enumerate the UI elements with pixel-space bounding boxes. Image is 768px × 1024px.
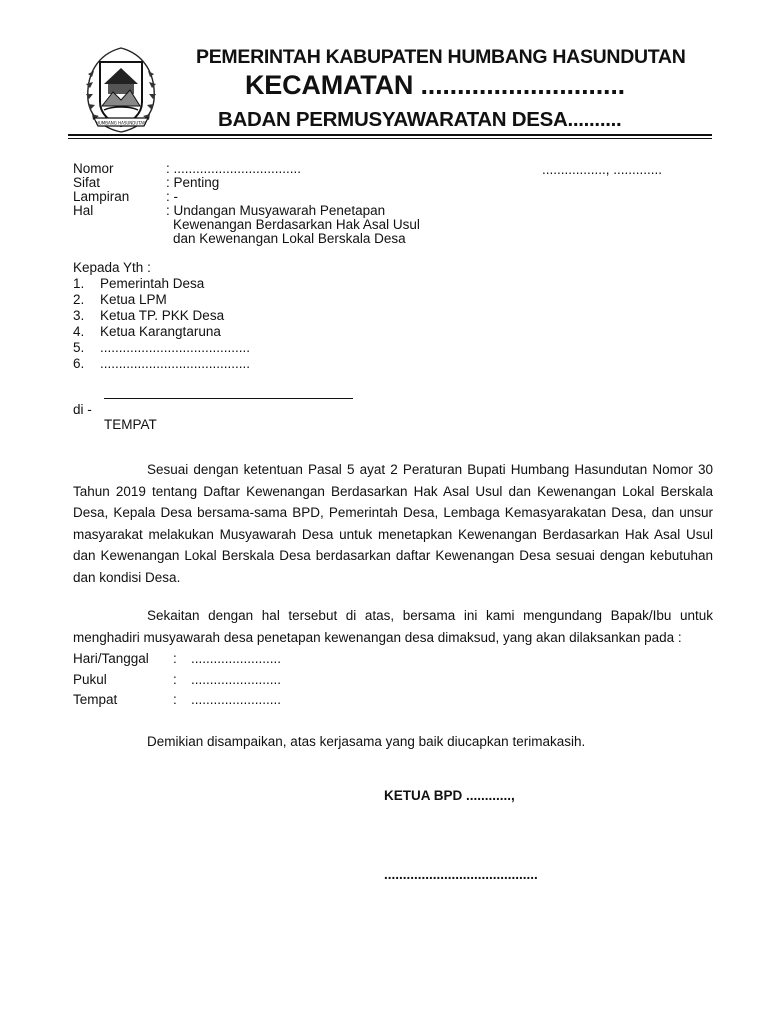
recipients-list <box>73 276 250 372</box>
field-value: ........................ <box>191 651 282 666</box>
recipients-title: Kepada Yth : <box>73 260 151 275</box>
field-colon: : <box>173 671 177 687</box>
list-text: Ketua Karangtaruna <box>100 324 221 339</box>
list-text: Ketua TP. PKK Desa <box>100 308 225 323</box>
letterhead-district: KECAMATAN ............................ <box>245 70 625 100</box>
signature-name: ......................................... <box>384 867 538 882</box>
meta-value: : Penting <box>166 175 220 190</box>
paragraph-text: Sekaitan dengan hal tersebut di atas, bersama ini kami mengundang Bapak/Ibu untuk menghadiri musyawarah desa penetapan kewenangan desa dimaksud, yang akan dilaksankan pada : <box>73 608 713 645</box>
date-place: ................., ............. <box>542 162 663 177</box>
list-item <box>73 356 250 372</box>
header-divider <box>68 134 712 139</box>
list-text: Ketua LPM <box>100 292 167 307</box>
list-number: 2. <box>73 292 85 307</box>
list-text: ........................................ <box>100 340 251 355</box>
meta-label: Hal <box>73 203 94 218</box>
meta-hal-line2: Kewenangan Berdasarkan Hak Asal Usul <box>173 217 420 232</box>
letterhead-government: PEMERINTAH KABUPATEN HUMBANG HASUNDUTAN <box>196 46 686 68</box>
meta-hal-line3: dan Kewenangan Lokal Berskala Desa <box>173 231 406 246</box>
list-text: Pemerintah Desa <box>100 276 205 291</box>
recipients-block <box>73 260 250 372</box>
event-field-place <box>73 690 281 711</box>
regency-seal-logo <box>80 44 162 136</box>
body-paragraph-2 <box>73 605 713 648</box>
event-field-date <box>73 649 281 670</box>
meta-label: Sifat <box>73 175 101 190</box>
meta-value: : - <box>166 189 178 204</box>
letter-metadata <box>73 162 466 246</box>
letterhead-council: BADAN PERMUSYAWARATAN DESA.......... <box>218 108 622 131</box>
meta-label: Nomor <box>73 161 114 176</box>
list-item <box>73 308 250 324</box>
field-label: Tempat <box>73 692 118 707</box>
list-item <box>73 276 250 292</box>
field-value: ........................ <box>191 671 282 687</box>
list-item <box>73 340 250 356</box>
recipient-di: di - <box>73 402 92 417</box>
body-paragraph-1 <box>73 459 713 588</box>
field-label: Hari/Tanggal <box>73 651 149 666</box>
list-number: 5. <box>73 340 85 355</box>
recipient-blank-line <box>104 398 353 399</box>
meta-nomor <box>73 162 466 176</box>
field-colon: : <box>173 692 177 707</box>
closing-sentence: Demikian disampaikan, atas kerjasama yang baik diucapkan terimakasih. <box>147 734 586 749</box>
field-colon: : <box>173 651 177 666</box>
meta-value: : Undangan Musyawarah Penetapan <box>166 203 386 218</box>
meta-lampiran <box>73 190 466 204</box>
list-item <box>73 324 250 340</box>
event-details <box>73 649 281 711</box>
list-number: 1. <box>73 276 85 291</box>
list-text: ........................................ <box>100 356 251 371</box>
field-value: ........................ <box>191 692 282 707</box>
list-number: 3. <box>73 308 85 323</box>
list-number: 4. <box>73 324 85 339</box>
meta-hal <box>73 204 466 218</box>
svg-text:HUMBANG HASUNDUTAN: HUMBANG HASUNDUTAN <box>95 120 147 126</box>
signature-title: KETUA BPD ............, <box>384 788 515 803</box>
recipient-tempat: TEMPAT <box>104 417 157 432</box>
meta-value: : .................................. <box>166 161 302 176</box>
list-item <box>73 292 250 308</box>
paragraph-text: Sesuai dengan ketentuan Pasal 5 ayat 2 Peraturan Bupati Humbang Hasundutan Nomor 30 Tahun 2019 tentang Daftar Kewenangan Berdasarkan Hak Asal Usul dan Kewenangan Lokal Berskala Desa, Kepala Desa bersama-sama BPD, Pemerintah Desa, Lembaga Kemasyarakatan Desa, dan unsur masyarakat melakukan Musyawarah Desa untuk menetapkan Kewenangan Berdasarkan Hak Asal Usul dan Kewenangan Lokal Berskala Desa berdasarkan daftar Kewenangan Desa sesuai dengan kebutuhan dan kondisi Desa. <box>73 462 713 585</box>
meta-sifat <box>73 176 466 190</box>
event-field-time <box>73 670 281 691</box>
meta-label: Lampiran <box>73 189 130 204</box>
list-number: 6. <box>73 356 85 371</box>
field-label: Pukul <box>73 671 107 687</box>
